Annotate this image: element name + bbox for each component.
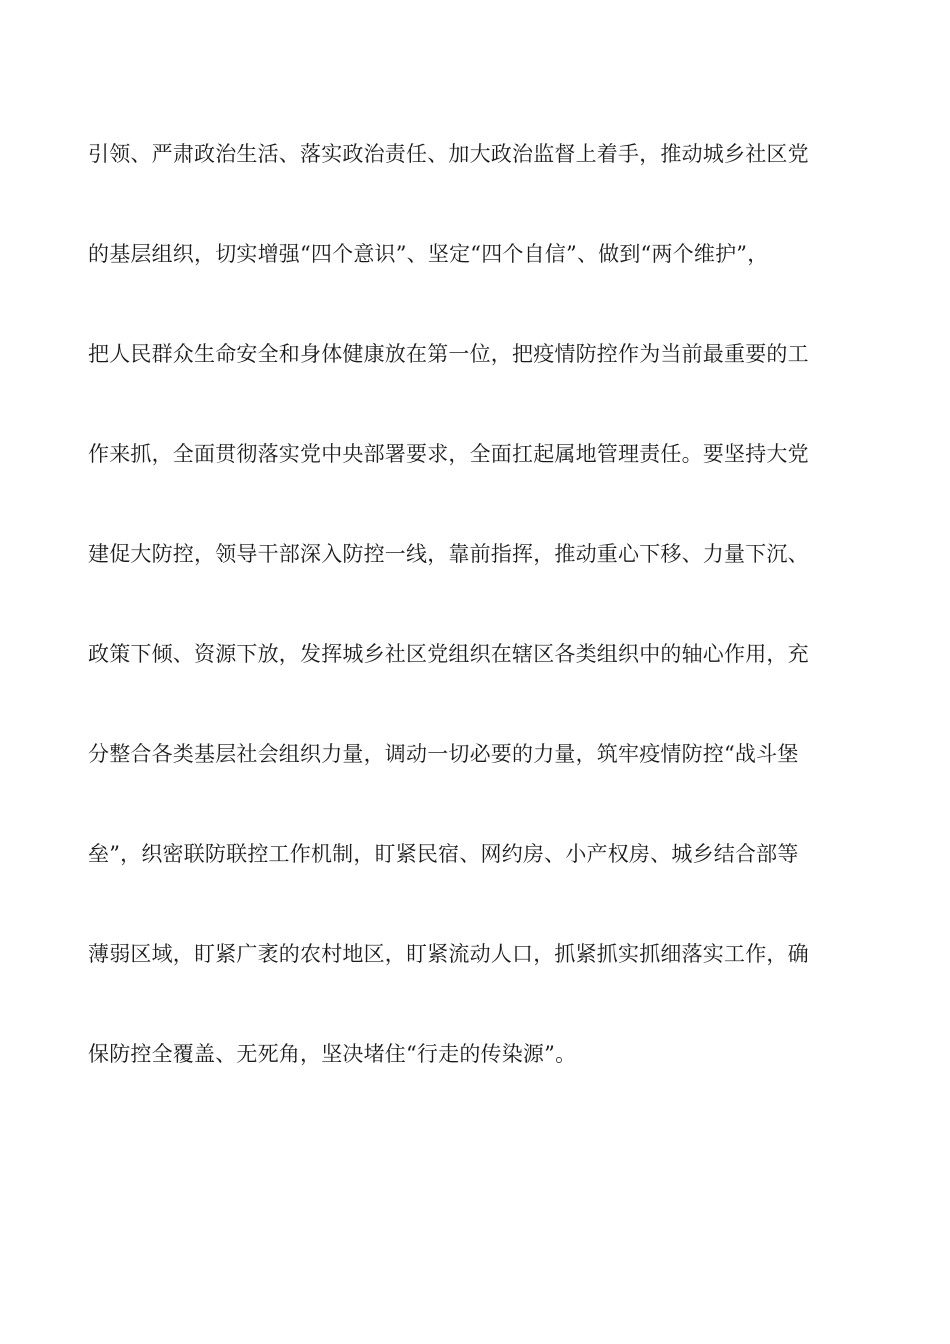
text-line: 建促大防控，领导干部深入防控一线，靠前指挥，推动重心下移、力量下沉、	[88, 542, 809, 566]
text-line: 保防控全覆盖、无死角，坚决堵住“行走的传染源”。	[88, 1042, 577, 1066]
text-line: 把人民群众生命安全和身体健康放在第一位，把疫情防控作为当前最重要的工	[88, 342, 809, 366]
text-line: 政策下倾、资源下放，发挥城乡社区党组织在辖区各类组织中的轴心作用，充	[88, 642, 809, 666]
text-line: 分整合各类基层社会组织力量，调动一切必要的力量，筑牢疫情防控“战斗堡	[88, 742, 799, 766]
text-line: 的基层组织，切实增强“四个意识”、坚定“四个自信”、做到“两个维护”，	[88, 242, 769, 266]
text-line: 垒”，织密联防联控工作机制，盯紧民宿、网约房、小产权房、城乡结合部等	[88, 842, 799, 866]
text-line: 作来抓，全面贯彻落实党中央部署要求，全面扛起属地管理责任。要坚持大党	[88, 442, 809, 466]
text-line: 薄弱区域，盯紧广袤的农村地区，盯紧流动人口，抓紧抓实抓细落实工作，确	[88, 942, 809, 966]
text-line: 引领、严肃政治生活、落实政治责任、加大政治监督上着手，推动城乡社区党	[88, 142, 809, 166]
body-paragraph	[88, 130, 868, 1130]
